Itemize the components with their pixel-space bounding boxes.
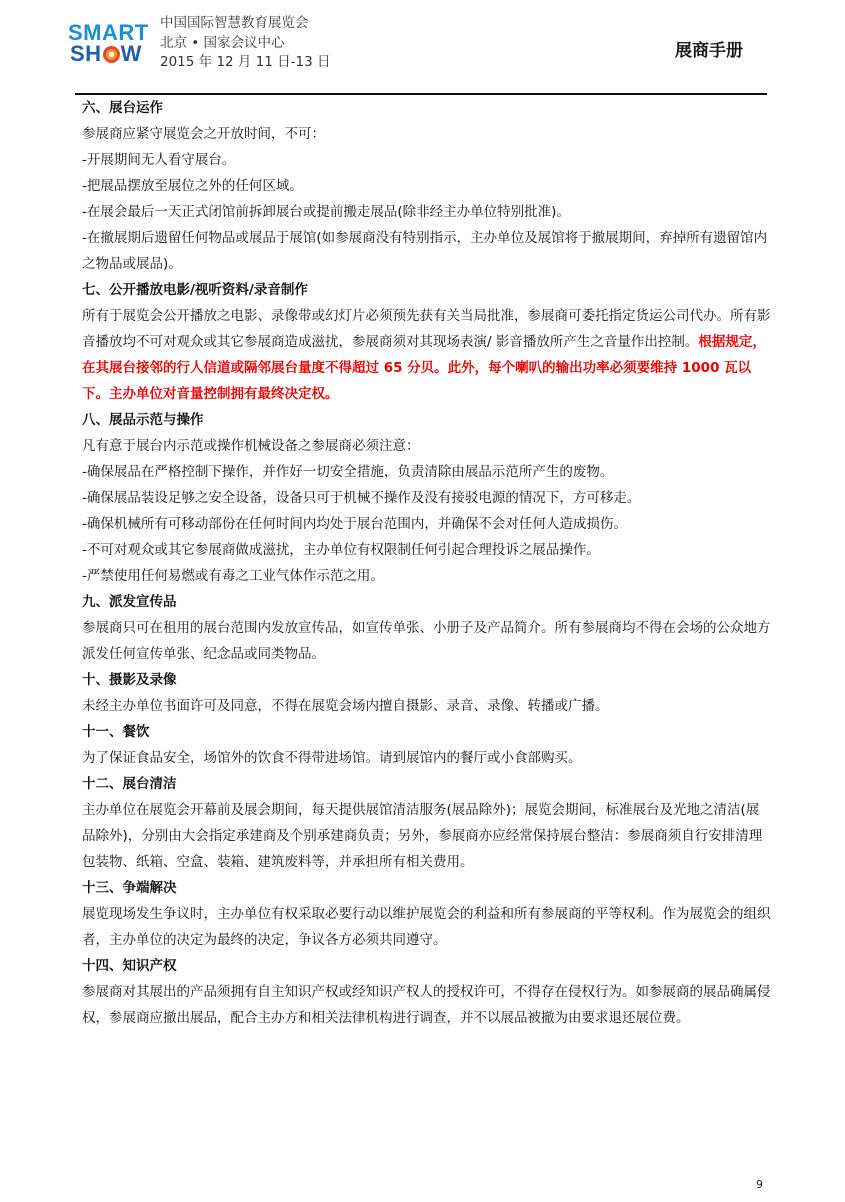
page-number: 9 bbox=[756, 1178, 763, 1191]
section-cleaning bbox=[82, 771, 772, 875]
section-media-playback bbox=[82, 277, 772, 407]
logo-word-smart: SMART bbox=[68, 20, 149, 45]
section-text: -严禁使用任何易燃或有毒之工业气体作示范之用。 bbox=[82, 568, 384, 584]
document-body bbox=[82, 95, 772, 1031]
noise-limit-emphasis: 根据规定，在其展台接邻的行人信道或隔邻展台量度不得超过 65 分贝。此外，每个喇叭的输出功率必须要维持 1000 瓦以下。主办单位对音量控制拥有最终决定权。 bbox=[82, 334, 766, 402]
section-heading: 十一、餐饮 bbox=[82, 724, 150, 740]
section-photography bbox=[82, 667, 772, 719]
section-heading: 七、公开播放电影/视听资料/录音制作 bbox=[82, 282, 308, 298]
section-intellectual-property bbox=[82, 953, 772, 1031]
smart-show-logo bbox=[68, 22, 148, 78]
section-text: -开展期间无人看守展台。 bbox=[82, 152, 236, 168]
section-catering bbox=[82, 719, 772, 771]
section-text: -在撤展期后遗留任何物品或展品于展馆(如参展商没有特别指示，主办单位及展馆将于撤展期间，弃掉所有遗留馆内之物品或展品)。 bbox=[82, 230, 768, 272]
event-name: 中国国际智慧教育展览会 bbox=[160, 15, 309, 31]
event-dates: 2015 年 12 月 11 日-13 日 bbox=[160, 54, 331, 70]
section-heading: 十、摄影及录像 bbox=[82, 672, 177, 688]
section-heading: 十二、展台清洁 bbox=[82, 776, 177, 792]
section-heading: 九、派发宣传品 bbox=[82, 594, 177, 610]
event-venue: 北京 • 国家会议中心 bbox=[160, 34, 285, 51]
section-text: 参展商对其展出的产品须拥有自主知识产权或经知识产权人的授权许可，不得存在侵权行为。如参展商的展品确属侵权，参展商应撤出展品，配合主办方和相关法律机构进行调查，并不以展品被撤为由要求退还展位费。 bbox=[82, 984, 771, 1026]
section-text: 参展商应紧守展览会之开放时间，不可： bbox=[82, 126, 325, 142]
logo-word-show: SH W bbox=[70, 41, 142, 66]
section-text: -不可对观众或其它参展商做成滋扰，主办单位有权限制任何引起合理投诉之展品操作。 bbox=[82, 542, 600, 558]
section-booth-operation bbox=[82, 95, 772, 277]
section-heading: 十四、知识产权 bbox=[82, 958, 177, 974]
event-info bbox=[160, 14, 331, 73]
section-text-body: 所有于展览会公开播放之电影、录像带或幻灯片必须预先获有关当局批准，参展商可委托指定货运公司代办。所有影音播放均不可对观众或其它参展商造成滋扰，参展商须对其现场表演/ 影音播放所产生之音量作出控制。 bbox=[82, 308, 771, 350]
section-text: -确保展品在严格控制下操作，并作好一切安全措施，负责清除由展品示范所产生的废物。 bbox=[82, 464, 614, 480]
manual-title: 展商手册 bbox=[675, 41, 743, 61]
section-text: 未经主办单位书面许可及同意，不得在展览会场内擅自摄影、录音、录像、转播或广播。 bbox=[82, 698, 609, 714]
section-text: -确保机械所有可移动部份在任何时间内均处于展台范围内，并确保不会对任何人造成损伤。 bbox=[82, 516, 627, 532]
section-text: 参展商只可在租用的展台范围内发放宣传品，如宣传单张、小册子及产品简介。所有参展商均不得在会场的公众地方派发任何宣传单张、纪念品或同类物品。 bbox=[82, 620, 771, 662]
section-text: -把展品摆放至展位之外的任何区域。 bbox=[82, 178, 303, 194]
section-heading: 八、展品示范与操作 bbox=[82, 412, 204, 428]
section-heading: 十三、争端解决 bbox=[82, 880, 177, 896]
section-text: -确保展品装设足够之安全设备，设备只可于机械不操作及没有接驳电源的情况下，方可移走。 bbox=[82, 490, 641, 506]
section-text: 展览现场发生争议时，主办单位有权采取必要行动以维护展览会的利益和所有参展商的平等权利。作为展览会的组织者，主办单位的决定为最终的决定，争议各方必须共同遵守。 bbox=[82, 906, 771, 948]
logo-ring-icon bbox=[103, 46, 120, 63]
section-text: -在展会最后一天正式闭馆前拆卸展台或提前搬走展品(除非经主办单位特别批准)。 bbox=[82, 204, 570, 220]
section-heading: 六、展台运作 bbox=[82, 100, 163, 116]
section-demonstration bbox=[82, 407, 772, 589]
page-header bbox=[0, 0, 845, 95]
section-text bbox=[82, 303, 772, 407]
section-promotional-materials bbox=[82, 589, 772, 667]
section-text: 为了保证食品安全，场馆外的饮食不得带进场馆。请到展馆内的餐厅或小食部购买。 bbox=[82, 750, 582, 766]
section-dispute-resolution bbox=[82, 875, 772, 953]
section-text: 凡有意于展台内示范或操作机械设备之参展商必须注意： bbox=[82, 438, 420, 454]
section-text: 主办单位在展览会开幕前及展会期间，每天提供展馆清洁服务(展品除外)；展览会期间，标准展台及光地之清洁(展品除外)，分别由大会指定承建商及个别承建商负责；另外，参展商亦应经常保持展台整洁：参展商须自行安排清理包装物、纸箱、空盒、装箱、建筑废料等，并承担所有相关费用。 bbox=[82, 802, 763, 870]
